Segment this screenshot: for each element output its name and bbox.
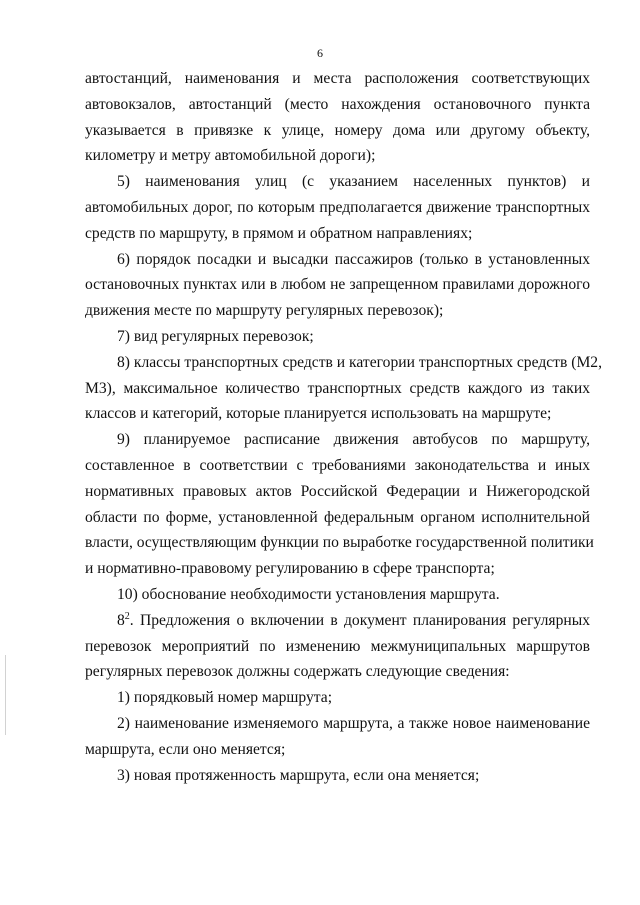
text-line: указывается в привязке к улице, номеру дома или другому объекту, [85,121,590,139]
text-line: остановочных пунктах или в любом не запрещенном правилами дорожного [85,276,590,294]
list-item-2: 2) наименование изменяемого маршрута, а также новое наименование [117,714,590,732]
list-item-6: 6) порядок посадки и высадки пассажиров (только в установленных [117,250,590,268]
text-line: автомобильных дорог, по которым предполагается движение транспортных [85,198,590,216]
text-line: регулярных перевозок должны содержать следующие сведения: [85,663,510,681]
text-line: нормативных правовых актов Российской Федерации и Нижегородской [85,482,590,500]
text-line: М3), максимальное количество транспортных средств каждого из таких [85,379,590,397]
scan-margin-mark [5,655,6,735]
text-line: автостанций, наименования и места расположения соответствующих [85,70,590,87]
section-number-superscript: 2 [124,610,130,622]
page-number: 6 [317,46,323,60]
text-line: власти, осуществляющим функции по выработке государственной политики [85,534,594,552]
text-line: маршрута, если оно меняется; [85,740,286,758]
text-line: классов и категорий, которые планируется использовать на маршруте; [85,405,552,423]
list-item-8: 8) классы транспортных средств и категории транспортных средств (М2, [117,353,603,371]
text-line: средств по маршруту, в прямом и обратном направлениях; [85,224,473,242]
list-item-1: 1) порядковый номер маршрута; [117,689,333,707]
text-line: километру и метру автомобильной дороги); [85,147,376,165]
section-text: . Предложения о включении в документ планирования регулярных [129,611,590,629]
text-line: области по форме, установленной федеральным органом исполнительной [85,508,590,526]
section-number: 8 [117,611,125,629]
list-item-9: 9) планируемое расписание движения автобусов по маршруту, [117,431,590,449]
text-line: автовокзалов, автостанций (место нахождения остановочного пункта [85,95,590,113]
text-line: и нормативно-правовому регулированию в сфере транспорта; [85,560,495,578]
text-line: движения месте по маршруту регулярных перевозок); [85,302,444,320]
list-item-10: 10) обоснование необходимости установления маршрута. [117,585,500,603]
list-item-5: 5) наименования улиц (с указанием населенных пунктов) и [117,173,590,191]
document-body [85,66,603,788]
section-heading-line [85,608,590,634]
list-item-7: 7) вид регулярных перевозок; [117,327,314,345]
text-line: перевозок мероприятий по изменению межмуниципальных маршрутов [85,637,590,655]
list-item-3: 3) новая протяженность маршрута, если она меняется; [117,766,480,784]
text-line: составленное в соответствии с требованиями законодательства и иных [85,456,590,474]
